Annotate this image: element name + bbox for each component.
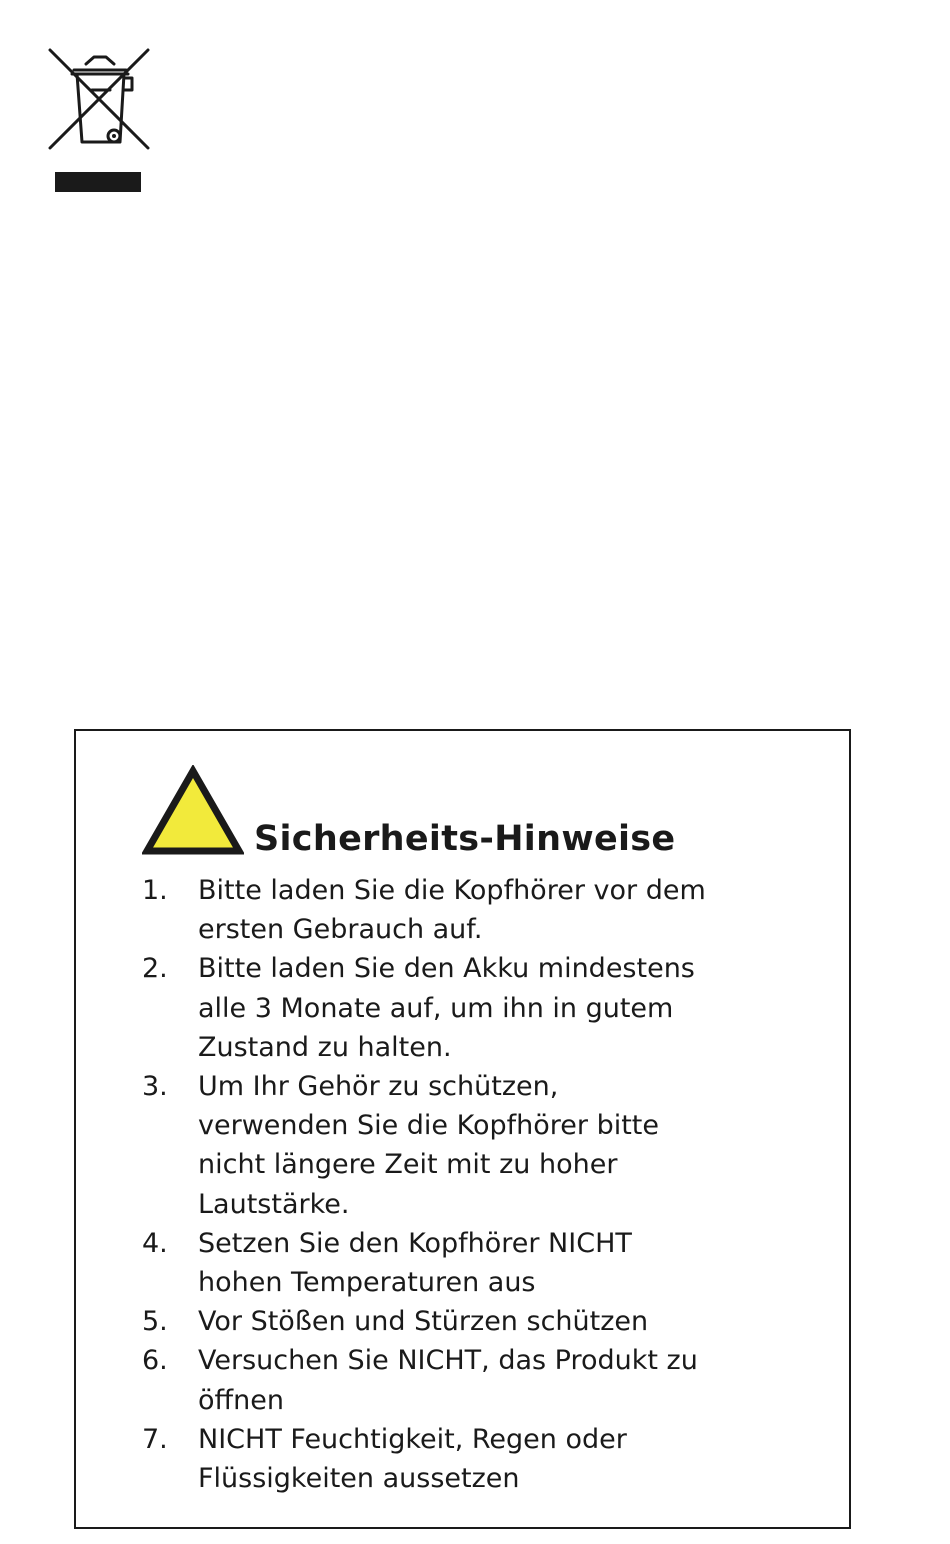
instruction-number: 4. [142, 1227, 168, 1259]
safety-notice-box [74, 729, 851, 1529]
instruction-text: Bitte laden Sie die Kopfhörer vor dem ersten Gebrauch auf. [198, 875, 706, 946]
instruction-number: 1. [142, 875, 168, 906]
safety-instruction [142, 1067, 822, 1224]
instruction-number: 3. [142, 1071, 168, 1103]
safety-instruction [142, 1224, 822, 1302]
safety-notice-title: Sicherheits-Hinweise [254, 819, 676, 859]
safety-instruction [142, 1302, 822, 1341]
instruction-text: Versuchen Sie NICHT, das Produkt zu öffnen [198, 1345, 698, 1416]
instruction-number: 6. [142, 1345, 168, 1377]
safety-instruction [142, 1341, 822, 1419]
safety-instruction [142, 949, 822, 1067]
safety-instruction [142, 1420, 822, 1498]
instruction-text: Vor Stößen und Stürzen schützen [198, 1306, 649, 1338]
instruction-text: Bitte laden Sie den Akku mindestens alle 3 Monate auf, um ihn in gutem Zustand zu halten. [198, 953, 695, 1063]
instruction-number: 5. [142, 1306, 168, 1338]
instruction-number: 7. [142, 1423, 168, 1455]
weee-disposal-icon [44, 44, 156, 198]
instruction-text: Um Ihr Gehör zu schützen, verwenden Sie die Kopfhörer bitte nicht längere Zeit mit zu hoher Lautstärke. [198, 1071, 659, 1220]
warning-triangle-icon [142, 765, 244, 857]
safety-instruction [142, 871, 822, 949]
instruction-text: NICHT Feuchtigkeit, Regen oder Flüssigkeiten aussetzen [198, 1423, 627, 1495]
safety-instruction-list [142, 871, 822, 1498]
safety-notice-heading [142, 767, 675, 857]
instruction-text: Setzen Sie den Kopfhörer NICHT hohen Temperaturen aus [198, 1227, 632, 1299]
instruction-number: 2. [142, 953, 168, 985]
